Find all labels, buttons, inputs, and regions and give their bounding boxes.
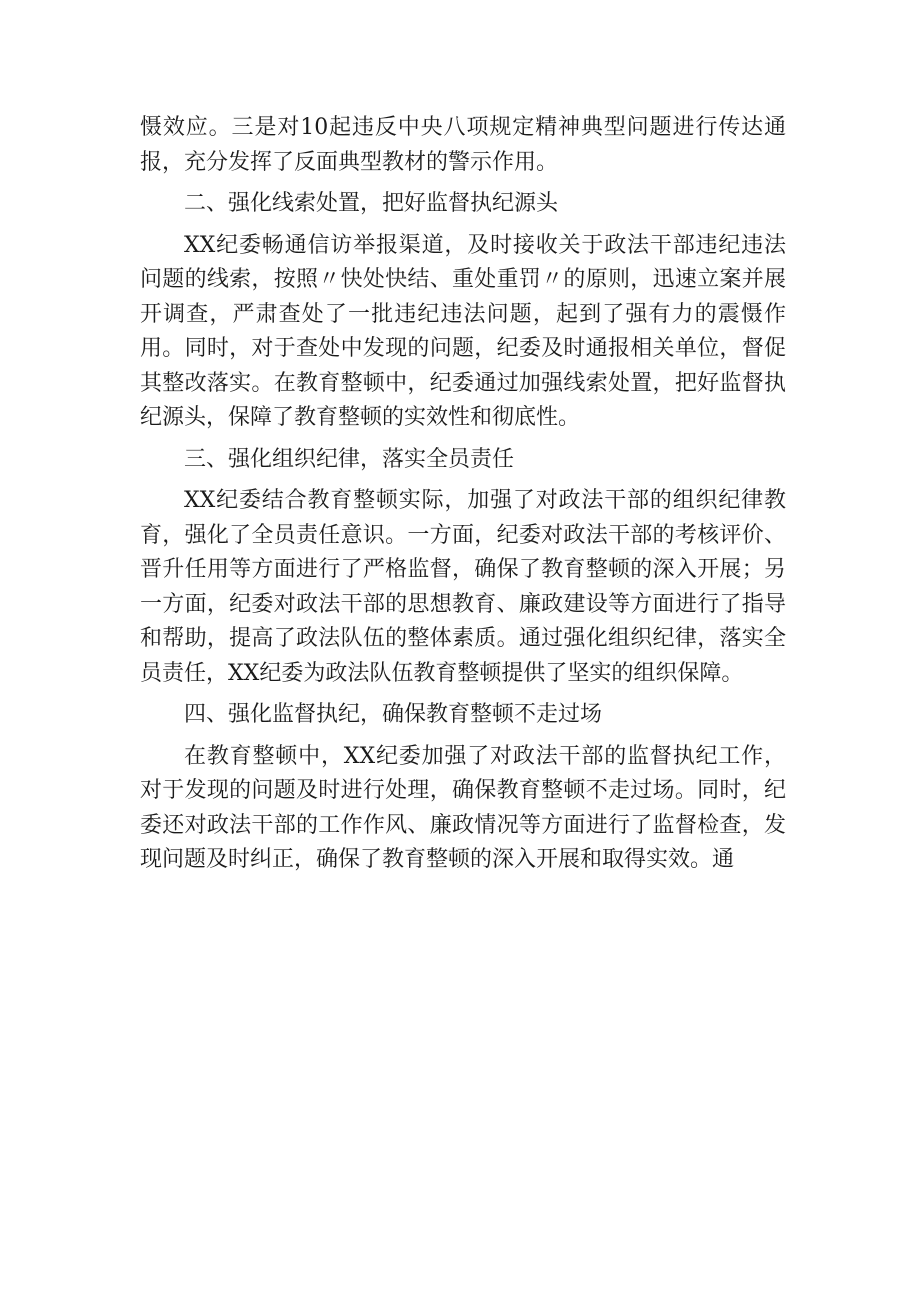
paragraph-continued: 慑效应。三是对10起违反中央八项规定精神典型问题进行传达通报，充分发挥了反面典型教材的警示作用。 [140, 115, 786, 175]
section-3-paragraph: XX纪委结合教育整顿实际，加强了对政法干部的组织纪律教育，强化了全员责任意识。一方面，纪委对政法干部的考核评价、晋升任用等方面进行了严格监督，确保了教育整顿的深入开展；另一方面，纪委对政法干部的思想教育、廉政建设等方面进行了指导和帮助，提高了政法队伍的整体素质。通过强化组织纪律，落实全员责任，XX纪委为政法队伍教育整顿提供了坚实的组织保障。 [140, 488, 786, 686]
section-2-paragraph: XX纪委畅通信访举报渠道，及时接收关于政法干部违纪违法问题的线索，按照〃快处快结、重处重罚〃的原则，迅速立案并展开调查，严肃查处了一批违纪违法问题，起到了强有力的震慑作用。同时，对于查处中发现的问题，纪委及时通报相关单位，督促其整改落实。在教育整顿中，纪委通过加强线索处置，把好监督执纪源头，保障了教育整顿的实效性和彻底性。 [140, 232, 786, 430]
section-4-paragraph: 在教育整顿中，XX纪委加强了对政法干部的监督执纪工作，对于发现的问题及时进行处理，确保教育整顿不走过场。同时，纪委还对政法干部的工作作风、廉政情况等方面进行了监督检查，发现问题及时纠正，确保了教育整顿的深入开展和取得实效。通 [140, 743, 786, 872]
section-heading-4: 四、强化监督执纪，确保教育整顿不走过场 [184, 702, 603, 727]
section-heading-3: 三、强化组织纪律，落实全员责任 [184, 446, 515, 472]
section-heading-2: 二、强化线索处置，把好监督执纪源头 [184, 191, 559, 216]
document-body [140, 111, 786, 878]
